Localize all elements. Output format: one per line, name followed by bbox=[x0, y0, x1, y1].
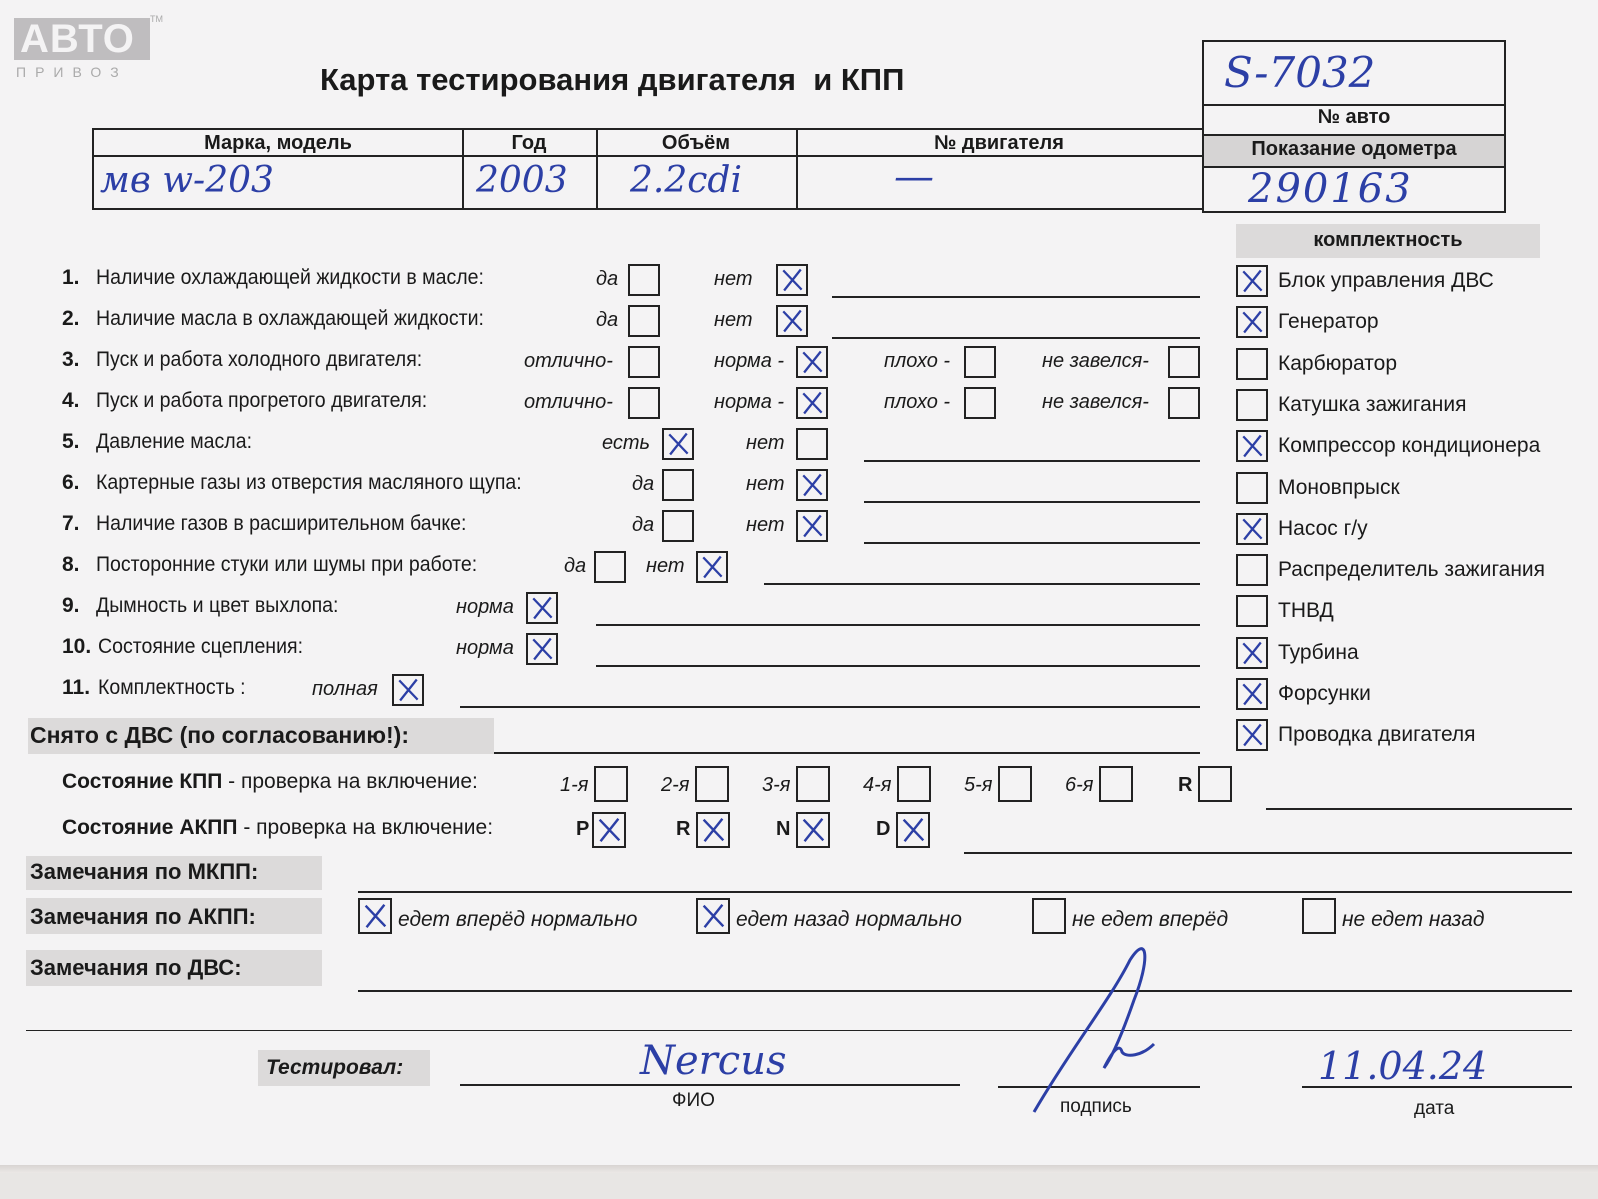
option-label: плохо - bbox=[884, 350, 951, 372]
question-text: Наличие охлаждающей жидкости в масле: bbox=[96, 266, 484, 289]
tester-name: Nercus bbox=[640, 1038, 787, 1084]
col-engine-header: № двигателя bbox=[934, 132, 1064, 154]
option-checkbox[interactable] bbox=[1168, 387, 1200, 419]
auto-odometer-box bbox=[1202, 40, 1506, 213]
akpp-option-checkbox[interactable] bbox=[358, 898, 392, 934]
completeness-item-label: Карбюратор bbox=[1278, 351, 1398, 375]
odometer-label: Показание одометра bbox=[1251, 138, 1457, 160]
signature-label: подпись bbox=[1060, 1096, 1132, 1117]
answer-line bbox=[864, 542, 1200, 544]
watermark-sub: ПРИВОЗ bbox=[16, 64, 128, 80]
remarks-dvs-line bbox=[358, 990, 1572, 992]
option-label: норма - bbox=[714, 391, 785, 413]
akpp-option-checkbox[interactable] bbox=[696, 898, 730, 934]
option-checkbox[interactable] bbox=[796, 469, 828, 501]
answer-line bbox=[864, 460, 1200, 462]
date-value: 11.04.24 bbox=[1318, 1044, 1488, 1088]
option-checkbox[interactable] bbox=[964, 346, 996, 378]
akpp-mode-checkbox[interactable] bbox=[696, 812, 730, 848]
completeness-checkbox[interactable] bbox=[1236, 389, 1268, 421]
engine-value: — bbox=[894, 154, 934, 200]
col-volume-header: Объём bbox=[661, 132, 731, 154]
answer-line bbox=[596, 665, 1200, 667]
remarks-mkpp-line bbox=[358, 891, 1572, 893]
kpp-label: Состояние КПП - проверка на включение: bbox=[62, 770, 478, 793]
volume-value: 2.2cdi bbox=[630, 160, 742, 201]
question-number: 4. bbox=[62, 389, 80, 412]
completeness-item-label: Распределитель зажигания bbox=[1278, 558, 1546, 582]
question-number: 10. bbox=[62, 635, 92, 658]
completeness-item-label: Блок управления ДВС bbox=[1278, 269, 1494, 292]
remarks-dvs-label: Замечания по ДВС: bbox=[30, 955, 242, 980]
akpp-option-label: едет вперёд нормально bbox=[398, 908, 638, 931]
akpp-mode-label: N bbox=[776, 818, 791, 840]
option-checkbox[interactable] bbox=[796, 510, 828, 542]
option-label: нет bbox=[714, 268, 753, 290]
gear-label: 4-я bbox=[863, 774, 892, 796]
question-text: Картерные газы из отверстия масляного щупа: bbox=[96, 471, 522, 494]
option-label: нет bbox=[746, 473, 785, 495]
gear-label: 1-я bbox=[560, 774, 589, 796]
akpp-mode-checkbox[interactable] bbox=[796, 812, 830, 848]
akpp-mode-label: P bbox=[576, 818, 590, 840]
gear-checkbox[interactable] bbox=[998, 766, 1032, 802]
option-label: плохо - bbox=[884, 391, 951, 413]
answer-line bbox=[832, 337, 1200, 339]
question-number: 9. bbox=[62, 594, 80, 617]
question-number: 11. bbox=[62, 676, 91, 699]
akpp-mode-checkbox[interactable] bbox=[896, 812, 930, 848]
question-text: Посторонние стуки или шумы при работе: bbox=[96, 553, 478, 576]
completeness-checkbox[interactable] bbox=[1236, 348, 1268, 380]
gear-label: 6-я bbox=[1065, 774, 1094, 796]
answer-line bbox=[764, 583, 1200, 585]
answer-line bbox=[832, 296, 1200, 298]
watermark-tm: TM bbox=[150, 14, 163, 24]
answer-line bbox=[864, 501, 1200, 503]
odometer-value: 290163 bbox=[1248, 166, 1413, 212]
col-make-header: Марка, модель bbox=[204, 132, 352, 154]
completeness-item-label: ТНВД bbox=[1278, 599, 1334, 623]
remarks-mkpp-label: Замечания по МКПП: bbox=[30, 859, 259, 884]
auto-number-value: S-7032 bbox=[1224, 48, 1376, 97]
col-year-header: Год bbox=[511, 132, 547, 154]
option-checkbox[interactable] bbox=[628, 264, 660, 296]
option-checkbox[interactable] bbox=[526, 633, 558, 665]
akpp-mode-checkbox[interactable] bbox=[592, 812, 626, 848]
gear-checkbox[interactable] bbox=[695, 766, 729, 802]
question-text: Комплектность : bbox=[98, 676, 246, 699]
option-label: да bbox=[596, 309, 619, 331]
gear-checkbox[interactable] bbox=[594, 766, 628, 802]
kpp-line bbox=[1266, 808, 1572, 810]
completeness-checkbox[interactable] bbox=[1236, 719, 1268, 751]
option-checkbox[interactable] bbox=[662, 428, 694, 460]
completeness-item-label: Насос г/у bbox=[1278, 516, 1368, 540]
option-label: не завелся- bbox=[1042, 391, 1149, 413]
watermark-logo: АВТО bbox=[14, 18, 150, 60]
option-label: да bbox=[632, 514, 655, 536]
option-label: норма - bbox=[714, 350, 785, 372]
gear-label: 3-я bbox=[762, 774, 791, 796]
option-checkbox[interactable] bbox=[662, 469, 694, 501]
remarks-akpp-label: Замечания по АКПП: bbox=[30, 904, 256, 929]
question-number: 8. bbox=[62, 553, 80, 576]
completeness-item-label: Форсунки bbox=[1278, 682, 1371, 705]
completeness-item-label: Моновпрыск bbox=[1278, 475, 1400, 499]
gear-checkbox[interactable] bbox=[1198, 766, 1232, 802]
completeness-checkbox[interactable] bbox=[1236, 430, 1268, 462]
option-label: нет bbox=[746, 514, 785, 536]
removed-line bbox=[494, 752, 1200, 754]
option-checkbox[interactable] bbox=[796, 428, 828, 460]
auto-number-label: № авто bbox=[1317, 106, 1391, 128]
option-checkbox[interactable] bbox=[628, 305, 660, 337]
akpp-line bbox=[964, 852, 1572, 854]
gear-checkbox[interactable] bbox=[1099, 766, 1133, 802]
question-number: 6. bbox=[62, 471, 80, 494]
option-checkbox[interactable] bbox=[696, 551, 728, 583]
akpp-option-checkbox[interactable] bbox=[1032, 898, 1066, 934]
completeness-checkbox[interactable] bbox=[1236, 513, 1268, 545]
akpp-label: Состояние АКПП - проверка на включение: bbox=[62, 816, 494, 839]
option-checkbox[interactable] bbox=[776, 305, 808, 337]
answer-line bbox=[596, 624, 1200, 626]
akpp-option-label: не едет вперёд bbox=[1072, 908, 1229, 931]
option-checkbox[interactable] bbox=[628, 346, 660, 378]
completeness-item-label: Катушка зажигания bbox=[1278, 392, 1467, 416]
option-label: отлично- bbox=[524, 391, 613, 413]
completeness-checkbox[interactable] bbox=[1236, 678, 1268, 710]
completeness-item-label: Турбина bbox=[1278, 640, 1359, 664]
completeness-checkbox[interactable] bbox=[1236, 306, 1268, 338]
fio-label: ФИО bbox=[672, 1090, 715, 1111]
question-number: 5. bbox=[62, 430, 80, 453]
remarks-extra-line bbox=[26, 1030, 1572, 1031]
question-text: Давление масла: bbox=[96, 430, 252, 453]
gear-label: 5-я bbox=[964, 774, 993, 796]
option-label: нет bbox=[714, 309, 753, 331]
fio-line bbox=[460, 1084, 960, 1086]
question-text: Наличие масла в охлаждающей жидкости: bbox=[96, 307, 484, 330]
question-text: Дымность и цвет выхлопа: bbox=[96, 594, 339, 617]
question-text: Состояние сцепления: bbox=[98, 635, 304, 658]
option-label: норма bbox=[456, 596, 514, 618]
page-title: Карта тестирования двигателя и КПП bbox=[320, 62, 905, 97]
akpp-option-label: не едет назад bbox=[1342, 908, 1485, 931]
option-checkbox[interactable] bbox=[776, 264, 808, 296]
question-number: 7. bbox=[62, 512, 80, 535]
question-text: Пуск и работа прогретого двигателя: bbox=[96, 389, 428, 412]
completeness-checkbox[interactable] bbox=[1236, 637, 1268, 669]
completeness-item-label: Генератор bbox=[1278, 310, 1379, 334]
question-number: 3. bbox=[62, 348, 80, 371]
option-checkbox[interactable] bbox=[796, 346, 828, 378]
option-label: да bbox=[632, 473, 655, 495]
gear-checkbox[interactable] bbox=[897, 766, 931, 802]
option-checkbox[interactable] bbox=[526, 592, 558, 624]
akpp-option-label: едет назад нормально bbox=[736, 908, 962, 931]
question-text: Пуск и работа холодного двигателя: bbox=[96, 348, 423, 371]
option-label: норма bbox=[456, 637, 514, 659]
option-label: отлично- bbox=[524, 350, 613, 372]
completeness-header: комплектность bbox=[1313, 229, 1463, 251]
option-label: не завелся- bbox=[1042, 350, 1149, 372]
option-label: нет bbox=[746, 432, 785, 454]
date-label: дата bbox=[1414, 1098, 1455, 1119]
question-number: 1. bbox=[62, 266, 80, 289]
gear-label: R bbox=[1178, 774, 1193, 796]
question-number: 2. bbox=[62, 307, 80, 330]
question-text: Наличие газов в расширительном бачке: bbox=[96, 512, 467, 535]
answer-line bbox=[460, 706, 1200, 708]
option-checkbox[interactable] bbox=[964, 387, 996, 419]
option-label: полная bbox=[312, 678, 378, 700]
removed-label: Снято с ДВС (по согласованию!): bbox=[30, 722, 409, 748]
option-checkbox[interactable] bbox=[1168, 346, 1200, 378]
completeness-checkbox[interactable] bbox=[1236, 554, 1268, 586]
option-checkbox[interactable] bbox=[594, 551, 626, 583]
gear-checkbox[interactable] bbox=[796, 766, 830, 802]
option-checkbox[interactable] bbox=[628, 387, 660, 419]
akpp-mode-label: D bbox=[876, 818, 891, 840]
completeness-checkbox[interactable] bbox=[1236, 472, 1268, 504]
completeness-checkbox[interactable] bbox=[1236, 265, 1268, 297]
option-checkbox[interactable] bbox=[796, 387, 828, 419]
option-label: есть bbox=[602, 432, 651, 454]
year-value: 2003 bbox=[476, 160, 568, 201]
option-label: нет bbox=[646, 555, 685, 577]
option-checkbox[interactable] bbox=[662, 510, 694, 542]
option-label: да bbox=[564, 555, 587, 577]
akpp-mode-label: R bbox=[676, 818, 691, 840]
option-checkbox[interactable] bbox=[392, 674, 424, 706]
tested-by-label: Тестировал: bbox=[266, 1056, 404, 1079]
option-label: да bbox=[596, 268, 619, 290]
make-value: мв w-203 bbox=[100, 160, 274, 201]
akpp-option-checkbox[interactable] bbox=[1302, 898, 1336, 934]
completeness-checkbox[interactable] bbox=[1236, 595, 1268, 627]
vehicle-info-table bbox=[92, 128, 1204, 210]
gear-label: 2-я bbox=[661, 774, 690, 796]
completeness-item-label: Компрессор кондиционера bbox=[1278, 434, 1541, 458]
signature bbox=[1030, 940, 1180, 1120]
completeness-item-label: Проводка двигателя bbox=[1278, 723, 1476, 747]
